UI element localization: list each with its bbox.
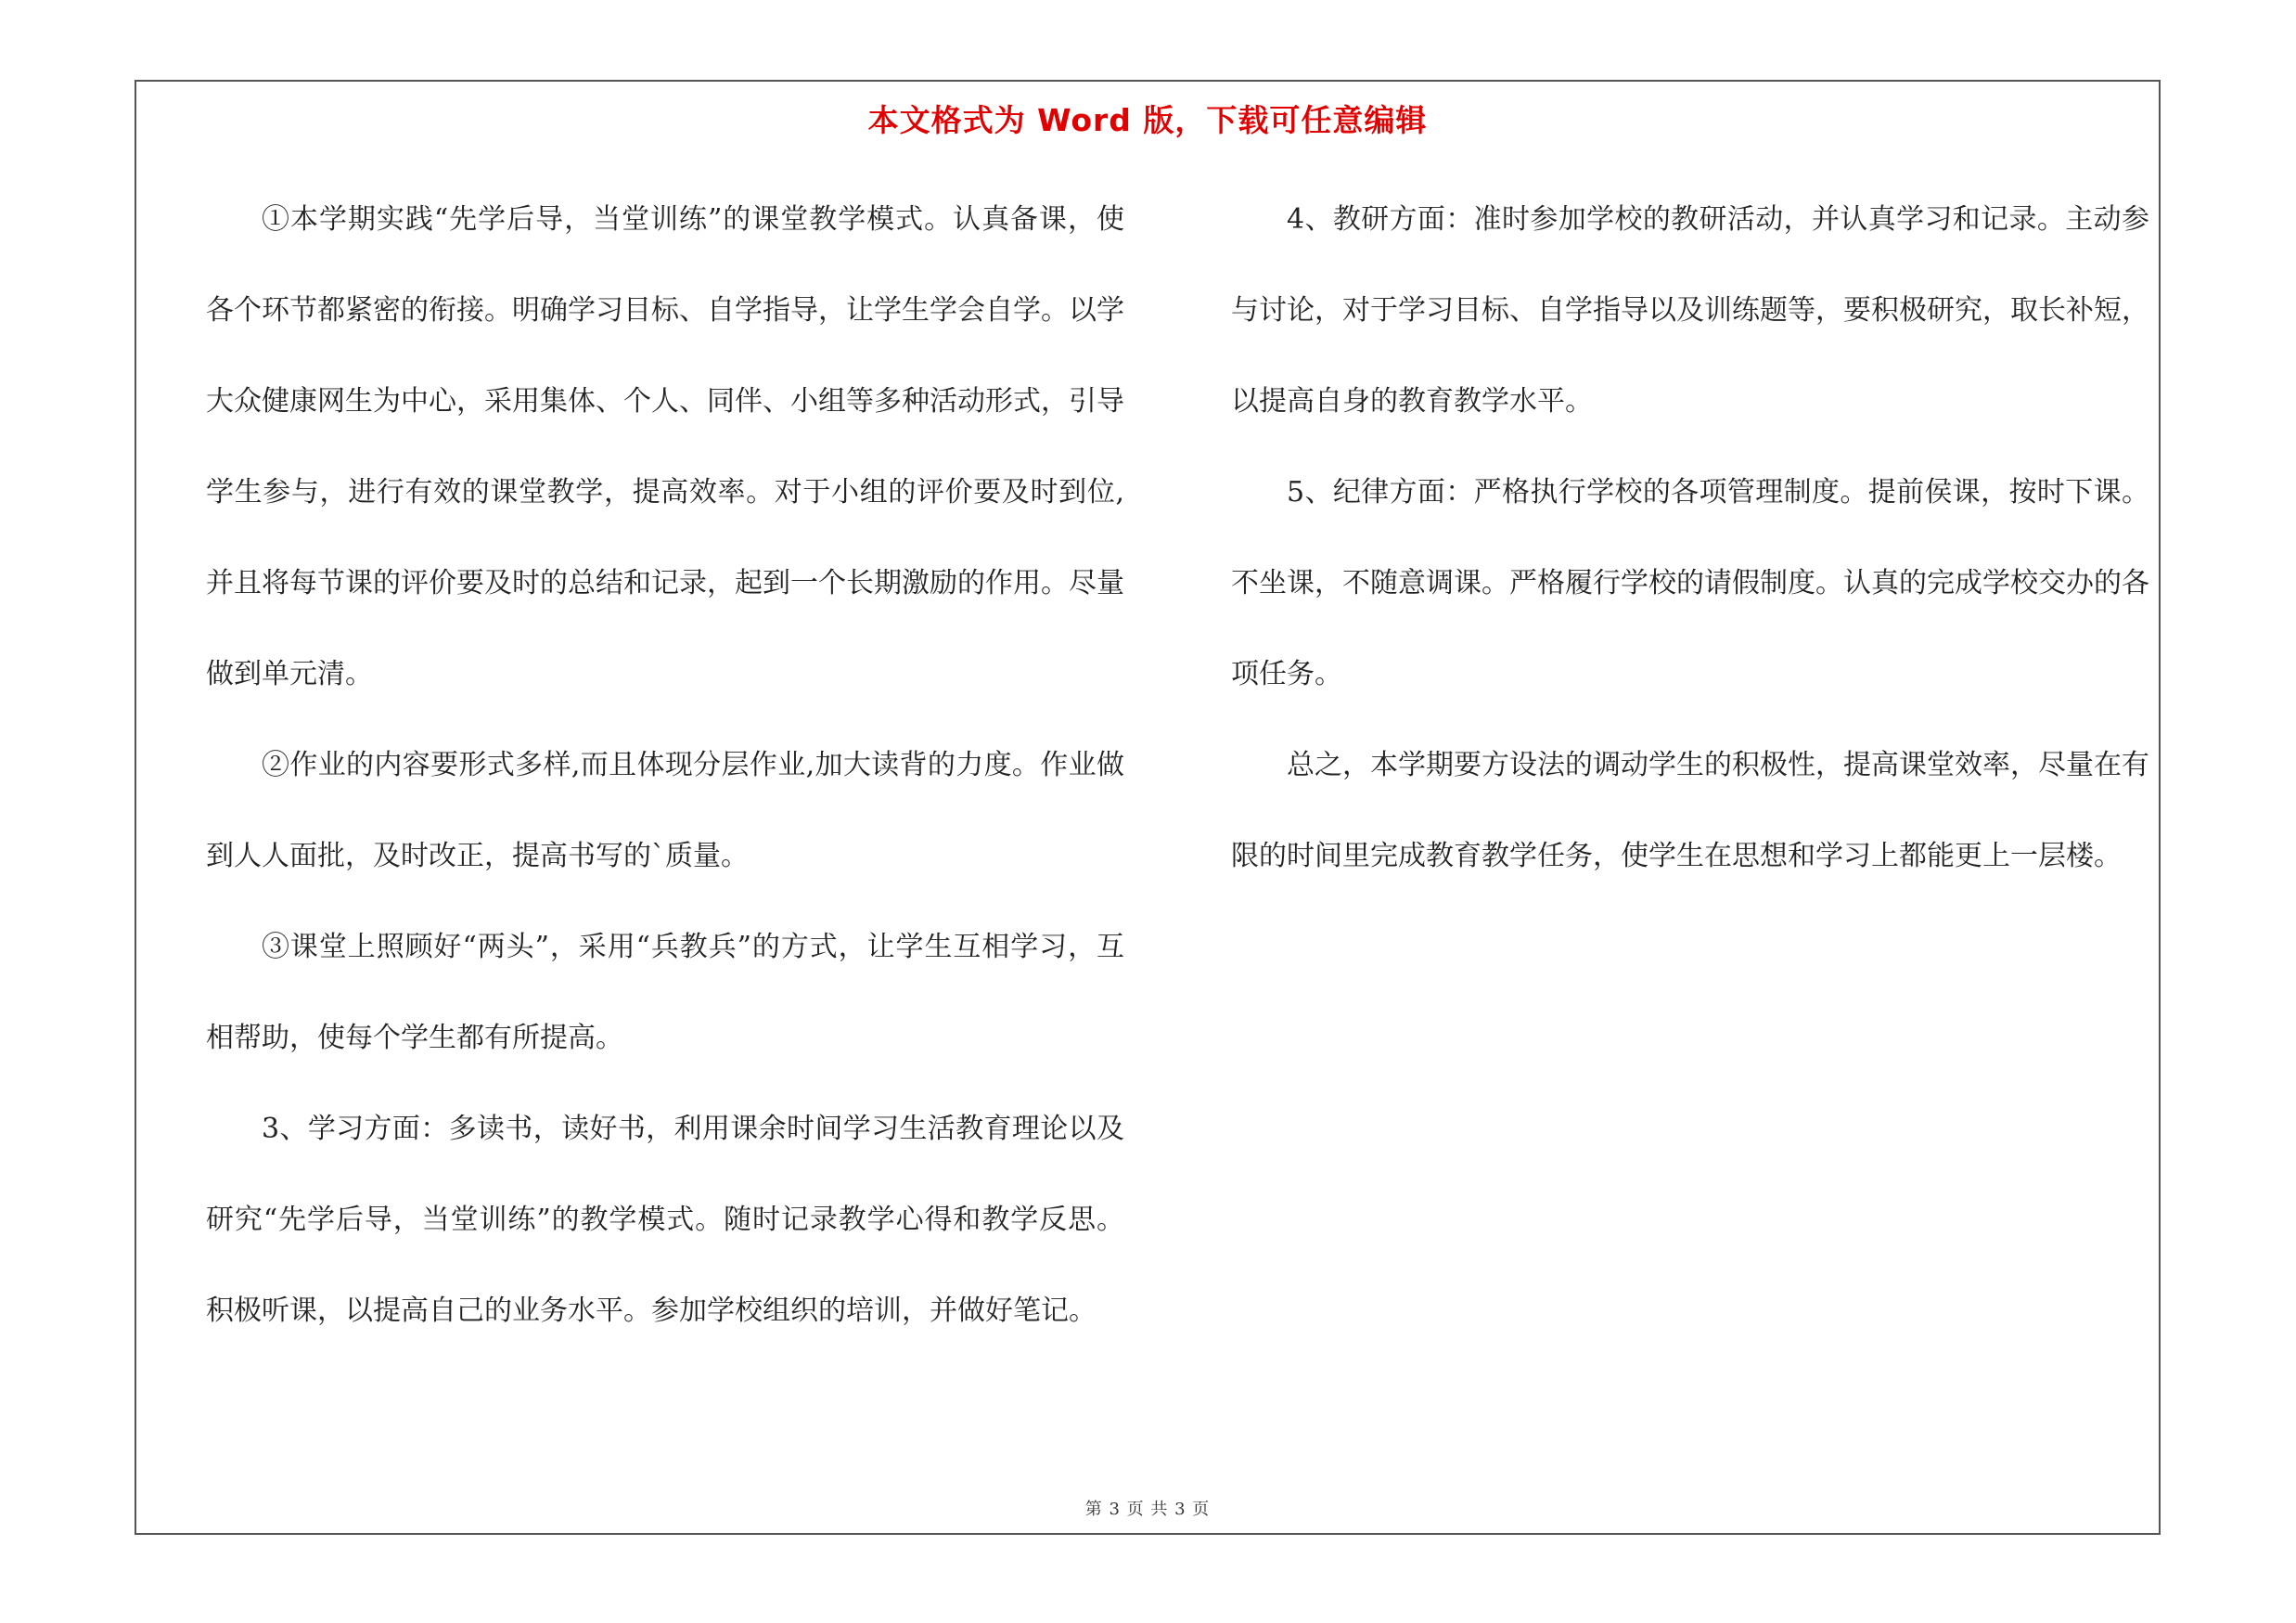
paragraph-classroom-teaching: ①本学期实践“先学后导，当堂训练”的课堂教学模式。认真备课，使各个环节都紧密的衔接。明确学习目标、自学指导，让学生学会自学。以学大众健康网生为中心，采用集体、个人、同伴、小组等多种活动形式，引导学生参与，进行有效的课堂教学，提高效率。对于小组的评价要及时到位,并且将每节课的评价要及时的总结和记录，起到一个长期激励的作用。尽量做到单元清。: [206, 203, 1124, 690]
paragraph-teaching-research: 4、教研方面：准时参加学校的教研活动，并认真学习和记录。主动参与讨论，对于学习目标、自学指导以及训练题等，要积极研究，取长补短，以提高自身的教育教学水平。: [1231, 203, 2149, 418]
left-column: [206, 174, 1124, 1357]
paragraph-study: 3、学习方面：多读书，读好书，利用课余时间学习生活教育理论以及研究“先学后导，当堂训练”的教学模式。随时记录教学心得和教学反思。积极听课，以提高自己的业务水平。参加学校组织的培训，并做好笔记。: [206, 1113, 1124, 1327]
right-column: [1231, 174, 2149, 902]
paragraph-homework: ②作业的内容要形式多样,而且体现分层作业,加大读背的力度。作业做到人人面批，及时改正，提高书写的`质量。: [206, 749, 1124, 872]
page-number-footer: 第 3 页 共 3 页: [1084, 1500, 1211, 1519]
word-format-banner: 本文格式为 Word 版，下载可任意编辑: [867, 102, 1428, 138]
paragraph-mutual-help: ③课堂上照顾好“两头”，采用“兵教兵”的方式，让学生互相学习，互相帮助，使每个学生都有所提高。: [206, 931, 1124, 1054]
document-page: [135, 80, 2161, 1535]
paragraph-summary: 总之，本学期要方设法的调动学生的积极性，提高课堂效率，尽量在有限的时间里完成教育教学任务，使学生在思想和学习上都能更上一层楼。: [1231, 749, 2149, 872]
paragraph-discipline: 5、纪律方面：严格执行学校的各项管理制度。提前侯课，按时下课。不坐课，不随意调课。严格履行学校的请假制度。认真的完成学校交办的各项任务。: [1231, 476, 2149, 690]
